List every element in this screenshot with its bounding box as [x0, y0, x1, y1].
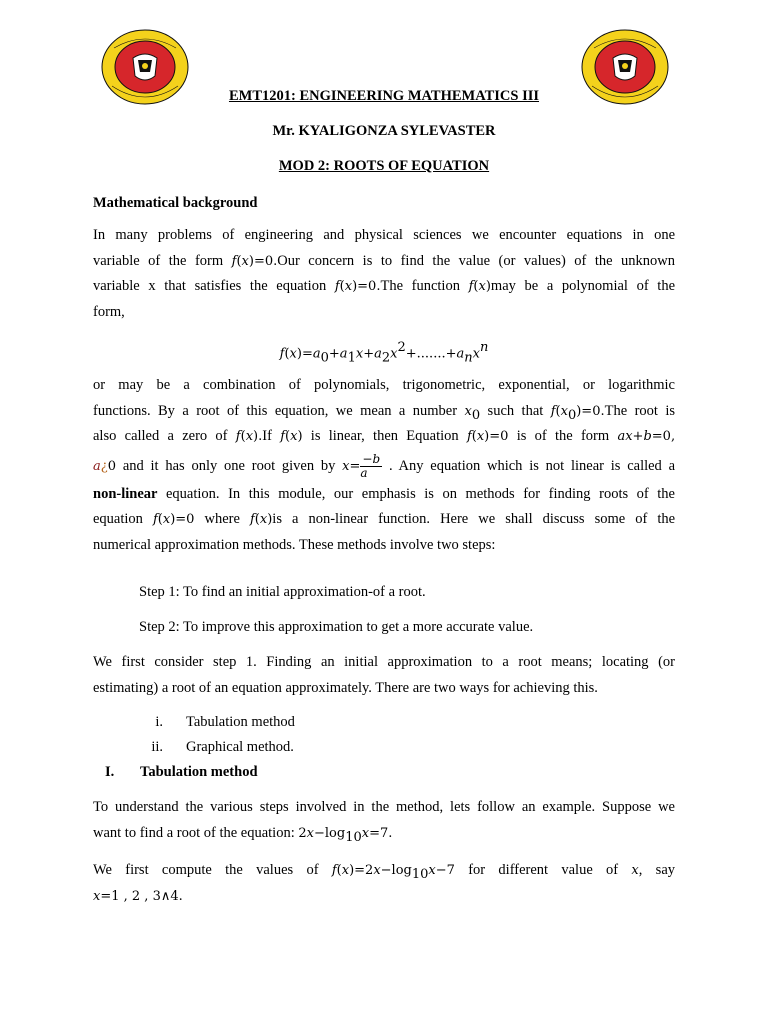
p2-line2: functions. By a root of this equation, we mean a number $x_0$ such that $f(x_0)=0.The$ root is: [93, 402, 676, 423]
paragraph-intro: [93, 223, 675, 325]
paragraph-compute: [93, 858, 675, 909]
p1-line1: In many problems of engineering and physical sciences we encounter equations in one: [93, 227, 675, 243]
paragraph-example: [93, 795, 675, 846]
p1-line2: variable of the form f(x)=0.Our concern is to find the value (or values) of the unknown: [93, 252, 676, 269]
document-page: EMT1201: ENGINEERING MATHEMATICS III Mr. KYALIGONZA SYLEVASTER MOD 2: ROOTS OF EQUATION Mathematical background In many problems of engineering and physical sciences we encounter equations in one variable of the form f(x)=0.Our concern is to find the value (or values) of the unknown variable x that satisfies the equation f(x)=0.The function f(x)may be a polynomial of the form, $f(x)=a_0+a_1x+a_2x^2+.......+a_nx^n$ or may be a combination of polynomials, trigonometric, exponential, or logarithmic functions. By a root of this equation, we mean a number $x_0$ such that $f(x_0)=0.The$ root is also called a zero of f(x).If f(x) is linear, then Equation f(x)=0 is of the form ax+b=0, a¿0 and it has only one root given by x= $\frac{-b}{a}$ . Any equation which is not linear is called a non-linear equation. In this module, our emphasis is on methods for finding roots of the equation f(x)=0 where f(x)is a non-linear function. Here we shall discuss some of the numerical approximation methods. These methods involve two steps: Step 1: To find an initial approximation-of a root. Step 2: To improve this approximation to get a more accurate value. We first consider step 1. Finding an initial approximation to a root means; locating (or estimating) a root of an equation approximately. There are two ways for achieving this. i. Tabulation method ii. Graphical method. I. Tabulation method To understand the various steps involved in the method, lets follow an example. Suppose we want to find a root of the equation: $2x-\log_{10}x=7$. We first compute the values of $f(x)=2x-\log_{10}x-7$ for different value of x, say x=1 , 2 , 3∧4.: [0, 0, 768, 1024]
lecturer-name: Mr. KYALIGONZA SYLEVASTER: [272, 123, 496, 139]
p3-line2: estimating) a root of an equation approximately. There are two ways for achieving this.: [93, 679, 598, 696]
paragraph-step1: [93, 650, 675, 701]
p4-line1: To understand the various steps involved in the method, lets follow an example. Suppose we: [93, 799, 675, 815]
module-title: MOD 2: ROOTS OF EQUATION: [278, 158, 490, 174]
step-2: Step 2: To improve this approximation to get a more accurate value.: [139, 619, 534, 635]
p2-line7: numerical approximation methods. These methods involve two steps:: [93, 536, 496, 553]
background-heading: Mathematical background: [93, 195, 258, 211]
p4-line2: want to find a root of the equation: $2x-\log_{10}x=7$.: [93, 824, 393, 845]
p1-line4: form,: [93, 303, 125, 320]
p2-line5: non-linear equation. In this module, our emphasis is on methods for finding roots of the: [93, 485, 675, 502]
p2-line4: a¿0 and it has only one root given by x= $\frac{-b}{a}$ . Any equation which is not linear is called a: [93, 451, 676, 480]
paragraph-roots: [93, 373, 675, 558]
p1-line3: variable x that satisfies the equation f(x)=0.The function f(x)may be a polynomial of the: [93, 278, 676, 294]
p2-line6: equation f(x)=0 where f(x)is a non-linear function. Here we shall discuss some of the: [93, 511, 676, 527]
p5-line2: x=1 , 2 , 3∧4.: [93, 888, 183, 904]
p5-line1: We first compute the values of $f(x)=2x-\log_{10}x-7$ for different value of x, say: [93, 862, 676, 882]
p2-line1: or may be a combination of polynomials, trigonometric, exponential, or logarithmic: [93, 377, 675, 393]
polynomial-equation: $f(x)=a_0+a_1x+a_2x^2+.......+a_nx^n$: [279, 340, 489, 366]
course-title: EMT1201: ENGINEERING MATHEMATICS III: [228, 88, 540, 104]
step-1: Step 1: To find an initial approximation-of a root.: [139, 584, 426, 600]
p3-line1: We first consider step 1. Finding an initial approximation to a root means; locating (or: [93, 654, 675, 670]
p2-line3: also called a zero of f(x).If f(x) is linear, then Equation f(x)=0 is of the form ax+b=0,: [93, 428, 676, 444]
